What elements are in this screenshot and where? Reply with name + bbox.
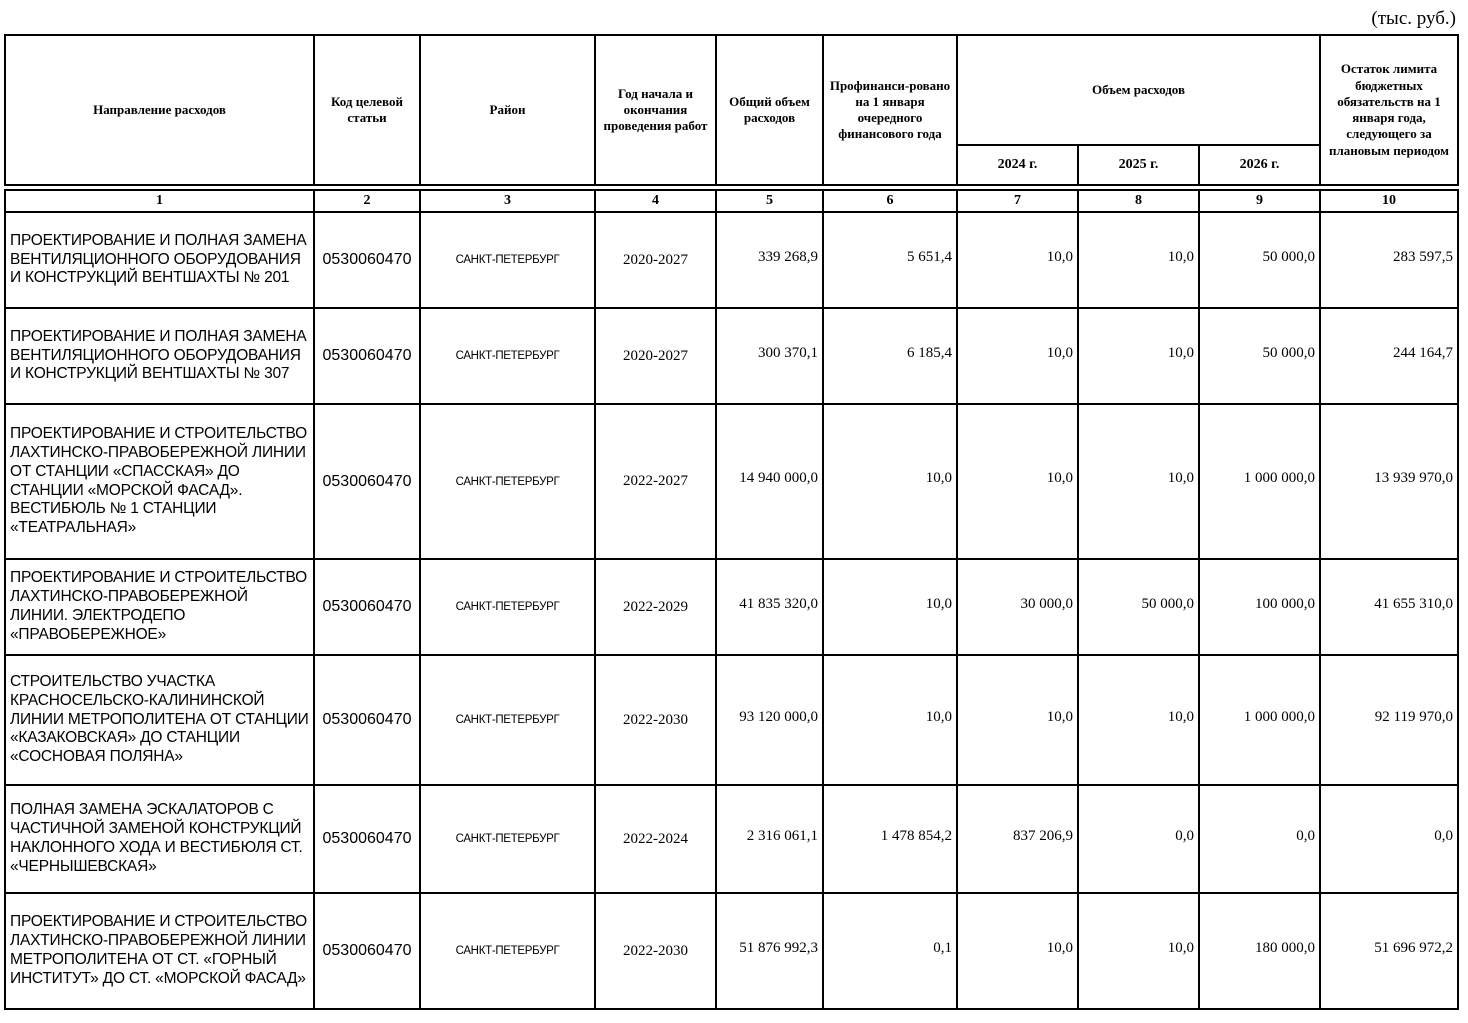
column-number: 2 (314, 190, 420, 212)
row-2024: 10,0 (957, 212, 1078, 308)
header-financed: Профинанси-ровано на 1 января очередного финансового года (823, 35, 957, 185)
column-number: 6 (823, 190, 957, 212)
row-total: 51 876 992,3 (716, 893, 823, 1009)
row-2024: 10,0 (957, 308, 1078, 404)
row-district: САНКТ-ПЕТЕРБУРГ (420, 893, 595, 1009)
column-number: 8 (1078, 190, 1199, 212)
row-years: 2020-2027 (595, 308, 716, 404)
header-years: Год начала и окончания проведения работ (595, 35, 716, 185)
column-number: 4 (595, 190, 716, 212)
header-remainder: Остаток лимита бюджетных обязательств на 1 января года, следующего за плановым периодом (1320, 35, 1458, 185)
row-financed: 5 651,4 (823, 212, 957, 308)
header-code: Код целевой статьи (314, 35, 420, 185)
header-2026: 2026 г. (1199, 145, 1320, 185)
row-code: 0530060470 (314, 893, 420, 1009)
row-remainder: 92 119 970,0 (1320, 655, 1458, 785)
row-remainder: 283 597,5 (1320, 212, 1458, 308)
row-2025: 10,0 (1078, 655, 1199, 785)
row-years: 2022-2029 (595, 559, 716, 655)
row-total: 41 835 320,0 (716, 559, 823, 655)
column-number: 3 (420, 190, 595, 212)
row-financed: 1 478 854,2 (823, 785, 957, 893)
row-code: 0530060470 (314, 559, 420, 655)
table-row (5, 212, 1458, 308)
row-total: 2 316 061,1 (716, 785, 823, 893)
row-code: 0530060470 (314, 655, 420, 785)
row-district: САНКТ-ПЕТЕРБУРГ (420, 655, 595, 785)
row-total: 93 120 000,0 (716, 655, 823, 785)
header-volume: Объем расходов (957, 35, 1320, 145)
header-total: Общий объем расходов (716, 35, 823, 185)
row-name: ПОЛНАЯ ЗАМЕНА ЭСКАЛАТОРОВ С ЧАСТИЧНОЙ ЗАМЕНОЙ КОНСТРУКЦИЙ НАКЛОННОГО ХОДА И ВЕСТИБЮЛЯ СТ. «ЧЕРНЫШЕВСКАЯ» (5, 785, 314, 893)
table-row (5, 785, 1458, 893)
table-row (5, 308, 1458, 404)
row-financed: 10,0 (823, 559, 957, 655)
row-2026: 180 000,0 (1199, 893, 1320, 1009)
row-district: САНКТ-ПЕТЕРБУРГ (420, 212, 595, 308)
row-2026: 0,0 (1199, 785, 1320, 893)
row-2024: 10,0 (957, 404, 1078, 559)
row-2024: 10,0 (957, 655, 1078, 785)
row-code: 0530060470 (314, 212, 420, 308)
row-remainder: 244 164,7 (1320, 308, 1458, 404)
row-financed: 6 185,4 (823, 308, 957, 404)
row-2025: 50 000,0 (1078, 559, 1199, 655)
row-name: ПРОЕКТИРОВАНИЕ И ПОЛНАЯ ЗАМЕНА ВЕНТИЛЯЦИОННОГО ОБОРУДОВАНИЯ И КОНСТРУКЦИЙ ВЕНТШАХТЫ № 201 (5, 212, 314, 308)
expenditure-table (4, 34, 1459, 1010)
row-district: САНКТ-ПЕТЕРБУРГ (420, 785, 595, 893)
table-row (5, 655, 1458, 785)
row-2024: 837 206,9 (957, 785, 1078, 893)
row-2026: 100 000,0 (1199, 559, 1320, 655)
table-row (5, 559, 1458, 655)
row-years: 2022-2030 (595, 655, 716, 785)
row-2025: 0,0 (1078, 785, 1199, 893)
row-2025: 10,0 (1078, 404, 1199, 559)
row-name: СТРОИТЕЛЬСТВО УЧАСТКА КРАСНОСЕЛЬСКО-КАЛИНИНСКОЙ ЛИНИИ МЕТРОПОЛИТЕНА ОТ СТАНЦИИ «КАЗАКОВСКАЯ» ДО СТАНЦИИ «СОСНОВАЯ ПОЛЯНА» (5, 655, 314, 785)
row-remainder: 41 655 310,0 (1320, 559, 1458, 655)
row-years: 2022-2024 (595, 785, 716, 893)
row-2024: 10,0 (957, 893, 1078, 1009)
column-number: 5 (716, 190, 823, 212)
header-direction: Направление расходов (5, 35, 314, 185)
row-district: САНКТ-ПЕТЕРБУРГ (420, 559, 595, 655)
row-name: ПРОЕКТИРОВАНИЕ И ПОЛНАЯ ЗАМЕНА ВЕНТИЛЯЦИОННОГО ОБОРУДОВАНИЯ И КОНСТРУКЦИЙ ВЕНТШАХТЫ № 307 (5, 308, 314, 404)
row-2026: 1 000 000,0 (1199, 404, 1320, 559)
row-2026: 1 000 000,0 (1199, 655, 1320, 785)
row-remainder: 0,0 (1320, 785, 1458, 893)
row-years: 2020-2027 (595, 212, 716, 308)
row-2025: 10,0 (1078, 308, 1199, 404)
column-number: 7 (957, 190, 1078, 212)
row-years: 2022-2027 (595, 404, 716, 559)
table-row (5, 404, 1458, 559)
row-2025: 10,0 (1078, 893, 1199, 1009)
row-years: 2022-2030 (595, 893, 716, 1009)
row-district: САНКТ-ПЕТЕРБУРГ (420, 404, 595, 559)
row-code: 0530060470 (314, 308, 420, 404)
header-2024: 2024 г. (957, 145, 1078, 185)
row-name: ПРОЕКТИРОВАНИЕ И СТРОИТЕЛЬСТВО ЛАХТИНСКО-ПРАВОБЕРЕЖНОЙ ЛИНИИ. ЭЛЕКТРОДЕПО «ПРАВОБЕРЕЖНОЕ» (5, 559, 314, 655)
column-number: 1 (5, 190, 314, 212)
row-financed: 10,0 (823, 404, 957, 559)
column-number: 9 (1199, 190, 1320, 212)
unit-note: (тыс. руб.) (1371, 8, 1456, 29)
row-remainder: 13 939 970,0 (1320, 404, 1458, 559)
row-code: 0530060470 (314, 404, 420, 559)
row-remainder: 51 696 972,2 (1320, 893, 1458, 1009)
row-financed: 10,0 (823, 655, 957, 785)
row-total: 300 370,1 (716, 308, 823, 404)
row-total: 339 268,9 (716, 212, 823, 308)
row-2025: 10,0 (1078, 212, 1199, 308)
column-number: 10 (1320, 190, 1458, 212)
header-2025: 2025 г. (1078, 145, 1199, 185)
row-code: 0530060470 (314, 785, 420, 893)
row-name: ПРОЕКТИРОВАНИЕ И СТРОИТЕЛЬСТВО ЛАХТИНСКО-ПРАВОБЕРЕЖНОЙ ЛИНИИ ОТ СТАНЦИИ «СПАССКАЯ» ДО СТАНЦИИ «МОРСКОЙ ФАСАД». ВЕСТИБЮЛЬ № 1 СТАНЦИИ «ТЕАТРАЛЬНАЯ» (5, 404, 314, 559)
row-total: 14 940 000,0 (716, 404, 823, 559)
row-2026: 50 000,0 (1199, 308, 1320, 404)
row-district: САНКТ-ПЕТЕРБУРГ (420, 308, 595, 404)
header-district: Район (420, 35, 595, 185)
row-financed: 0,1 (823, 893, 957, 1009)
row-2024: 30 000,0 (957, 559, 1078, 655)
row-2026: 50 000,0 (1199, 212, 1320, 308)
row-name: ПРОЕКТИРОВАНИЕ И СТРОИТЕЛЬСТВО ЛАХТИНСКО-ПРАВОБЕРЕЖНОЙ ЛИНИИ МЕТРОПОЛИТЕНА ОТ СТ. «ГОРНЫЙ ИНСТИТУТ» ДО СТ. «МОРСКОЙ ФАСАД» (5, 893, 314, 1009)
table-row (5, 893, 1458, 1009)
column-numbers-row (5, 190, 1458, 212)
